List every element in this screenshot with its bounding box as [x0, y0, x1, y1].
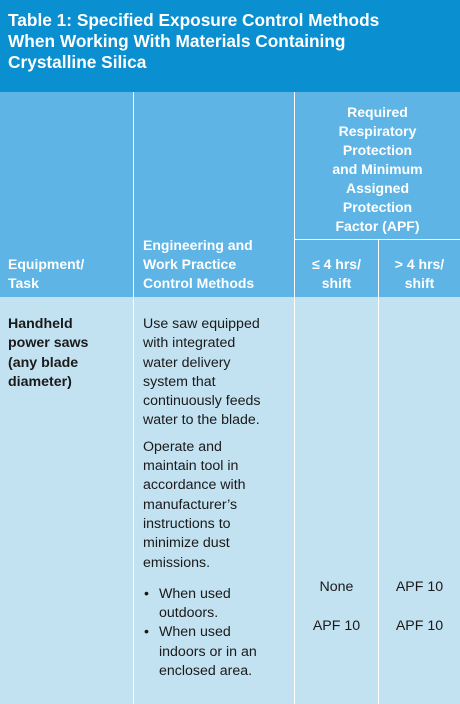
cell-text: Use saw equipped: [143, 316, 260, 332]
body-divider-1: [133, 297, 134, 704]
body-divider-2: [294, 297, 295, 704]
header-text: Assigned: [345, 180, 409, 196]
indoors-gt4-apf: APF 10: [395, 618, 444, 634]
table-title: [8, 10, 450, 73]
cell-text: instructions to: [143, 515, 231, 532]
cell-text: system that: [143, 373, 216, 390]
header-text: Control Methods: [143, 275, 255, 291]
cell-text: with integrated: [143, 335, 236, 352]
header-text: shift: [321, 275, 352, 291]
header-text: Engineering and: [143, 237, 253, 253]
table-row: [0, 297, 460, 704]
table-title-bar: [0, 0, 460, 92]
cell-text: Operate and: [143, 438, 222, 455]
header-text: Equipment/: [8, 256, 85, 272]
cell-text: outdoors.: [159, 605, 219, 622]
cell-text: diameter): [8, 373, 72, 390]
header-text: and Minimum: [332, 161, 423, 177]
header-text: Protection: [342, 199, 413, 215]
header-le4-hours: [295, 255, 378, 293]
cell-text: When used: [159, 585, 231, 602]
cell-text: When used: [159, 624, 231, 641]
cell-text: accordance with: [143, 477, 246, 494]
header-text: Work Practice: [143, 256, 237, 272]
outdoors-le4-apf: None: [319, 579, 354, 595]
bullet-indoors: [143, 623, 261, 681]
title-line-1: Table 1: Specified Exposure Control Methods: [8, 10, 380, 30]
header-equipment-task: [8, 255, 84, 293]
cell-text: water to the blade.: [143, 412, 260, 429]
cell-text: emissions.: [143, 554, 211, 571]
outdoors-gt4-apf: APF 10: [395, 579, 444, 595]
header-text: Respiratory: [338, 123, 417, 139]
cell-text: manufacturer’s: [143, 496, 238, 513]
cell-text: power saws: [8, 335, 89, 352]
method-paragraph-2: [143, 438, 261, 573]
cell-text: (any blade: [8, 354, 79, 371]
cell-text: minimize dust: [143, 535, 230, 552]
cell-text: maintain tool in: [143, 458, 239, 475]
method-paragraph-1: [143, 315, 261, 431]
bullet-dot-icon: •: [144, 624, 149, 641]
header-subdivider: [294, 239, 460, 240]
cell-text: enclosed area.: [159, 663, 253, 680]
title-line-2: When Working With Materials Containing: [8, 31, 346, 51]
bullet-dot-icon: •: [144, 585, 149, 602]
header-text: > 4 hrs/: [394, 256, 445, 272]
header-text: Task: [8, 275, 39, 291]
indoors-le4-apf: APF 10: [312, 618, 361, 634]
cell-text: water delivery: [143, 354, 231, 371]
header-engineering-methods: [143, 236, 254, 293]
header-divider-1: [133, 92, 134, 297]
equipment-task-cell: [8, 315, 88, 392]
table-header: [0, 92, 460, 297]
cell-text: indoors or in an: [159, 643, 257, 660]
header-text: shift: [404, 275, 435, 291]
cell-text: continuously feeds: [143, 393, 261, 410]
header-text: Required: [347, 104, 408, 120]
header-text: Factor (APF): [335, 218, 420, 234]
control-methods-cell: [143, 315, 261, 681]
title-line-3: Crystalline Silica: [8, 52, 147, 72]
header-gt4-hours: [379, 255, 460, 293]
body-divider-3: [378, 297, 379, 704]
header-text: ≤ 4 hrs/: [312, 256, 361, 272]
header-text: Protection: [342, 142, 413, 158]
cell-text: Handheld: [8, 316, 73, 332]
header-respiratory-protection: [295, 103, 460, 236]
bullet-outdoors: [143, 585, 261, 624]
